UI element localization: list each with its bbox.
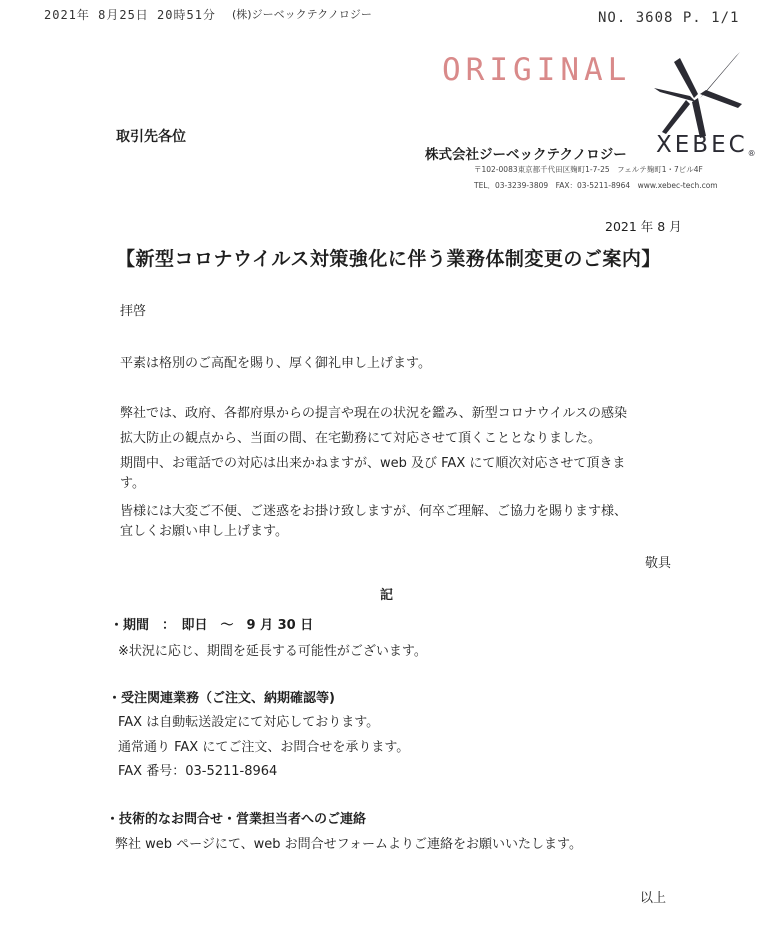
- xebec-wordmark: [656, 132, 756, 158]
- section-contact-line: 弊社 web ページにて、web お問合せフォームよりご連絡をお願いいたします。: [115, 837, 582, 852]
- section-period-heading: ・期間 ： 即日 ～ 9 月 30 日: [110, 618, 314, 633]
- sender-contact: TEL．03-3239-3809 FAX：03-5211-8964 www.xebec-tech.com: [474, 181, 718, 190]
- fax-timestamp: 2021年 8月25日 20時51分: [44, 8, 216, 22]
- ki-heading: 記: [380, 588, 394, 603]
- body-line: 期間中、お電話での対応は出来かねますが、web 及び FAX にて順次対応させて頂きま: [120, 456, 626, 471]
- document-title: 【新型コロナウイルス対策強化に伴う業務体制変更のご案内】: [116, 248, 661, 270]
- sender-company: 株式会社ジーベックテクノロジー: [425, 147, 627, 163]
- xebec-logo-icon: [650, 48, 746, 140]
- section-orders-line: FAX 番号：03-5211-8964: [118, 764, 278, 779]
- wordmark-text: XEBEC: [656, 132, 748, 158]
- body-line: 拡大防止の観点から、当面の間、在宅勤務にて対応させて頂くこととなりました。: [120, 431, 602, 446]
- addressee: 取引先各位: [116, 129, 186, 145]
- closing-keigu: 敬具: [645, 556, 672, 571]
- original-stamp: ORIGINAL: [442, 52, 632, 88]
- end-ijou: 以上: [640, 891, 667, 906]
- body-line: 弊社では、政府、各都府県からの提言や現在の状況を鑑み、新型コロナウイルスの感染: [120, 406, 628, 421]
- section-orders-line: FAX は自動転送設定にて対応しております。: [118, 715, 380, 730]
- fax-page-number: NO. 3608 P. 1/1: [598, 10, 740, 26]
- fax-sender: (株)ジーベックテクノロジー: [232, 8, 372, 21]
- section-orders-heading: ・受注関連業務（ご注文、納期確認等): [108, 691, 335, 706]
- body-line: 皆様には大変ご不便、ご迷惑をお掛け致しますが、何卒ご理解、ご協力を賜ります様、: [120, 504, 628, 519]
- body-line: 宜しくお願い申し上げます。: [120, 524, 288, 539]
- section-period-line: ※状況に応じ、期間を延長する可能性がございます。: [118, 644, 427, 659]
- sender-address: 〒102-0083東京都千代田区麹町1-7-25 フェルテ麹町1・7ビル4F: [474, 165, 703, 174]
- opening-line: 平素は格別のご高配を賜り、厚く御礼申し上げます。: [120, 356, 431, 371]
- section-orders-line: 通常通り FAX にてご注文、お問合せを承ります。: [118, 740, 410, 755]
- greeting: 拝啓: [120, 304, 147, 319]
- registered-mark: ®: [747, 149, 756, 158]
- section-contact-heading: ・技術的なお問合せ・営業担当者へのご連絡: [106, 812, 367, 827]
- document-date: 2021 年 8 月: [605, 219, 682, 234]
- body-line: す。: [120, 476, 145, 491]
